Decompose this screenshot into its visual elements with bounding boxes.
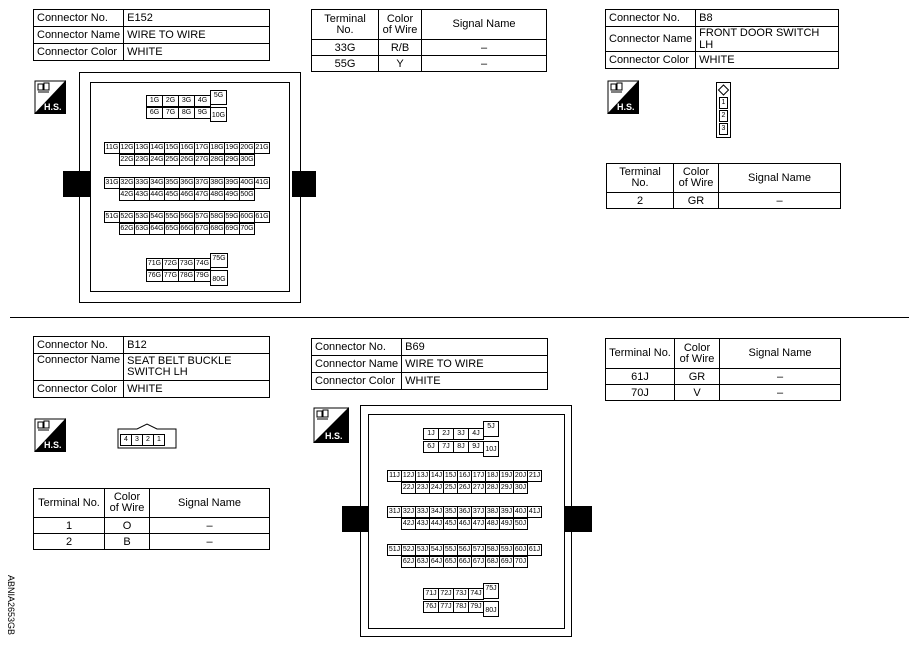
svg-text:H.S.: H.S. <box>44 102 62 112</box>
connector-no-label: Connector No. <box>34 10 124 27</box>
pin: 7G <box>162 107 179 119</box>
pin: 6G <box>146 107 163 119</box>
b8-terminal-table: Terminal No. Color of Wire Signal Name 2 GR – <box>606 163 841 209</box>
pin: 5J <box>483 421 499 437</box>
pin: 2 <box>719 110 728 122</box>
b69-row5a: 71J 72J 73J 74J <box>424 588 484 600</box>
svg-text:H.S.: H.S. <box>617 102 635 112</box>
e152-right-lock <box>292 171 316 197</box>
b12-terminal-table: Terminal No. Color of Wire Signal Name 1 O – 2 B – <box>33 488 270 550</box>
hs-icon <box>34 418 66 452</box>
b69-row3a: 31J 32J 33J 34J 35J 36J 37J 38J 39J 40J 41J <box>388 506 542 518</box>
b12-info-table: Connector No. B12 Connector Name SEAT BELT BUCKLE SWITCH LH Connector Color WHITE <box>33 336 270 398</box>
diamond-icon <box>717 84 730 97</box>
svg-text:H.S.: H.S. <box>325 431 343 441</box>
e152-row3b: 42G 43G 44G 45G 46G 47G 48G 49G 50G <box>120 189 255 201</box>
hs-icon <box>34 80 66 114</box>
pin: 4G <box>194 95 211 107</box>
table-row: 1 O – <box>34 518 270 534</box>
connector-no-value: E152 <box>124 10 270 27</box>
terminal-no-header: Terminal No. <box>312 10 379 40</box>
e152-row3a: 31G 32G 33G 34G 35G 36G 37G 38G 39G 40G 41G <box>105 177 270 189</box>
b69-terminal-table: Terminal No. Color of Wire Signal Name 61J GR – 70J V – <box>605 338 841 401</box>
hs-icon <box>607 80 639 114</box>
e152-row4a: 51G 52G 53G 54G 55G 56G 57G 58G 59G 60G 61G <box>105 211 270 223</box>
table-row: 55G Y – <box>312 56 547 72</box>
pin: 75G <box>210 253 228 268</box>
b69-row4a: 51J 52J 53J 54J 55J 56J 57J 58J 59J 60J 61J <box>388 544 542 556</box>
b69-row1b: 6J 7J 8J 9J <box>424 441 484 453</box>
figure-code: ABNIA2653GB <box>6 574 17 636</box>
b69-info-table: Connector No. B69 Connector Name WIRE TO WIRE Connector Color WHITE <box>311 338 548 390</box>
e152-row2b: 22G 23G 24G 25G 26G 27G 28G 29G 30G <box>120 154 255 166</box>
table-row: 2 GR – <box>607 193 841 209</box>
b69-row4b: 62J 63J 64J 65J 66J 67J 68J 69J 70J <box>402 556 528 568</box>
table-row: 2 B – <box>34 534 270 550</box>
b69-right-lock <box>565 506 592 532</box>
e152-row2a: 11G 12G 13G 14G 15G 16G 17G 18G 19G 20G 21G <box>105 142 270 154</box>
connector-color-value: WHITE <box>124 44 270 61</box>
b69-row3b: 42J 43J 44J 45J 46J 47J 48J 49J 50J <box>402 518 528 530</box>
b8-info-table: Connector No. B8 Connector Name FRONT DOOR SWITCH LH Connector Color WHITE <box>605 9 839 69</box>
connector-color-label: Connector Color <box>34 44 124 61</box>
pin: 9G <box>194 107 211 119</box>
b69-row2a: 11J 12J 13J 14J 15J 16J 17J 18J 19J 20J 21J <box>388 470 542 482</box>
table-row: 33G R/B – <box>312 40 547 56</box>
b8-connector-face <box>716 82 731 138</box>
pin: 1G <box>146 95 163 107</box>
pin: 2G <box>162 95 179 107</box>
b69-row5b: 76J 77J 78J 79J <box>424 601 484 613</box>
pin: 80J <box>483 601 499 617</box>
pin: 3 <box>719 123 728 135</box>
e152-info-table <box>33 9 270 61</box>
pin: 80G <box>210 270 228 286</box>
e152-row5a: 71G 72G 73G 74G <box>147 258 211 270</box>
b12-connector-face <box>117 423 177 449</box>
pin: 1 <box>719 97 728 109</box>
color-of-wire-header: Color of Wire <box>379 10 422 40</box>
hs-icon <box>313 407 345 441</box>
pin: 75J <box>483 583 499 599</box>
connector-name-value: WIRE TO WIRE <box>124 27 270 44</box>
connector-name-label: Connector Name <box>34 27 124 44</box>
b69-row2b: 22J 23J 24J 25J 26J 27J 28J 29J 30J <box>402 482 528 494</box>
pin: 2 <box>142 434 154 446</box>
table-row: 70J V – <box>606 385 841 401</box>
e152-row5b: 76G 77G 78G 79G <box>147 270 211 282</box>
pin: 3G <box>178 95 195 107</box>
pin: 8G <box>178 107 195 119</box>
pin: 5G <box>210 90 227 105</box>
section-divider <box>10 317 909 318</box>
pin: 10J <box>483 441 499 457</box>
pin: 4 <box>120 434 132 446</box>
e152-terminal-table <box>311 9 547 72</box>
pin: 10G <box>210 107 227 122</box>
table-row: 61J GR – <box>606 369 841 385</box>
b69-left-lock <box>342 506 369 532</box>
e152-row1a <box>147 95 211 107</box>
e152-left-lock <box>63 171 90 197</box>
e152-row1b <box>147 107 211 119</box>
svg-text:H.S.: H.S. <box>44 440 62 450</box>
pin: 3 <box>131 434 143 446</box>
b69-row1a: 1J 2J 3J 4J <box>424 428 484 440</box>
pin: 1 <box>153 434 165 446</box>
signal-name-header: Signal Name <box>422 10 547 40</box>
e152-row4b: 62G 63G 64G 65G 66G 67G 68G 69G 70G <box>120 223 255 235</box>
